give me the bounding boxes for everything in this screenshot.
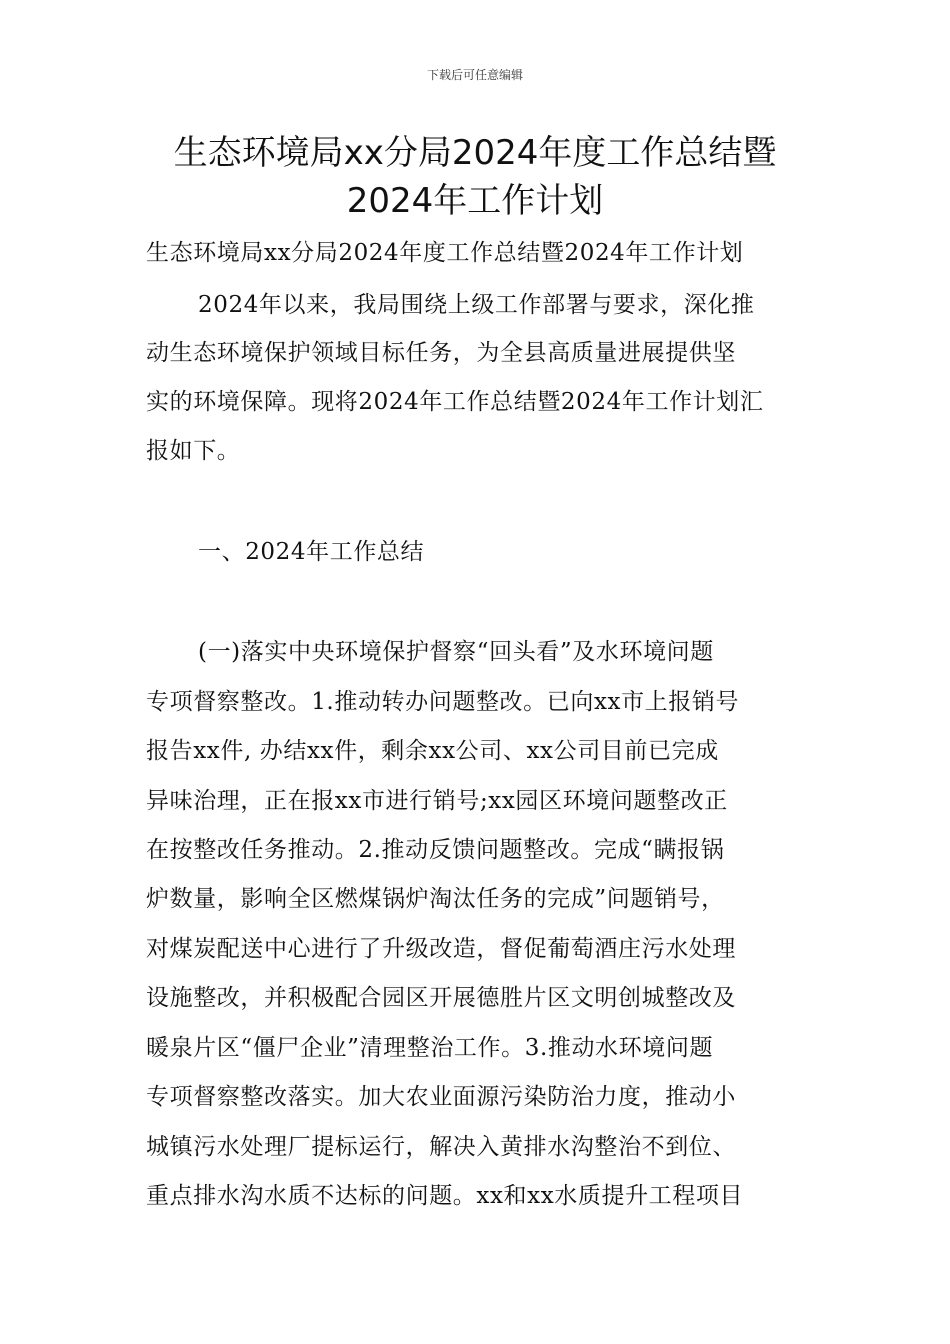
intro-line: 报如下。 [146, 438, 241, 464]
section-heading: 一、2024年工作总结 [198, 539, 425, 565]
paragraph-line: 对煤炭配送中心进行了升级改造，督促葡萄酒庄污水处理 [146, 936, 736, 962]
header-note: 下载后可任意编辑 [426, 68, 523, 82]
paragraph-line: 报告xx件, 办结xx件，剩余xx公司、xx公司目前已完成 [146, 738, 719, 764]
paragraph-line: 重点排水沟水质不达标的问题。xx和xx水质提升工程项目 [146, 1183, 744, 1209]
paragraph-line: 专项督察整改。1.推动转办问题整改。已向xx市上报销号 [146, 689, 740, 715]
paragraph-line: (一)落实中央环境保护督察“回头看”及水环境问题 [198, 639, 714, 665]
paragraph-line: 异味治理，正在报xx市进行销号;xx园区环境问题整改正 [146, 788, 728, 814]
document-subtitle: 生态环境局xx分局2024年度工作总结暨2024年工作计划 [146, 240, 744, 266]
intro-line: 2024年以来，我局围绕上级工作部署与要求，深化推 [198, 292, 755, 318]
paragraph-line: 专项督察整改落实。加大农业面源污染防治力度，推动小 [146, 1084, 736, 1110]
paragraph-line: 暖泉片区“僵尸企业”清理整治工作。3.推动水环境问题 [146, 1035, 714, 1061]
intro-line: 实的环境保障。现将2024年工作总结暨2024年工作计划汇 [146, 389, 764, 415]
paragraph-line: 设施整改，并积极配合园区开展德胜片区文明创城整改及 [146, 985, 736, 1011]
paragraph-line: 城镇污水处理厂提标运行，解决入黄排水沟整治不到位、 [146, 1134, 736, 1160]
intro-line: 动生态环境保护领域目标任务，为全县高质量进展提供坚 [146, 340, 736, 366]
document-title-line-1: 生态环境局xx分局2024年度工作总结暨 [173, 133, 777, 173]
paragraph-line: 炉数量，影响全区燃煤锅炉淘汰任务的完成”问题销号， [146, 886, 725, 912]
paragraph-line: 在按整改任务推动。2.推动反馈问题整改。完成“瞒报锅 [146, 837, 725, 863]
document-title-line-2: 2024年工作计划 [346, 181, 604, 221]
